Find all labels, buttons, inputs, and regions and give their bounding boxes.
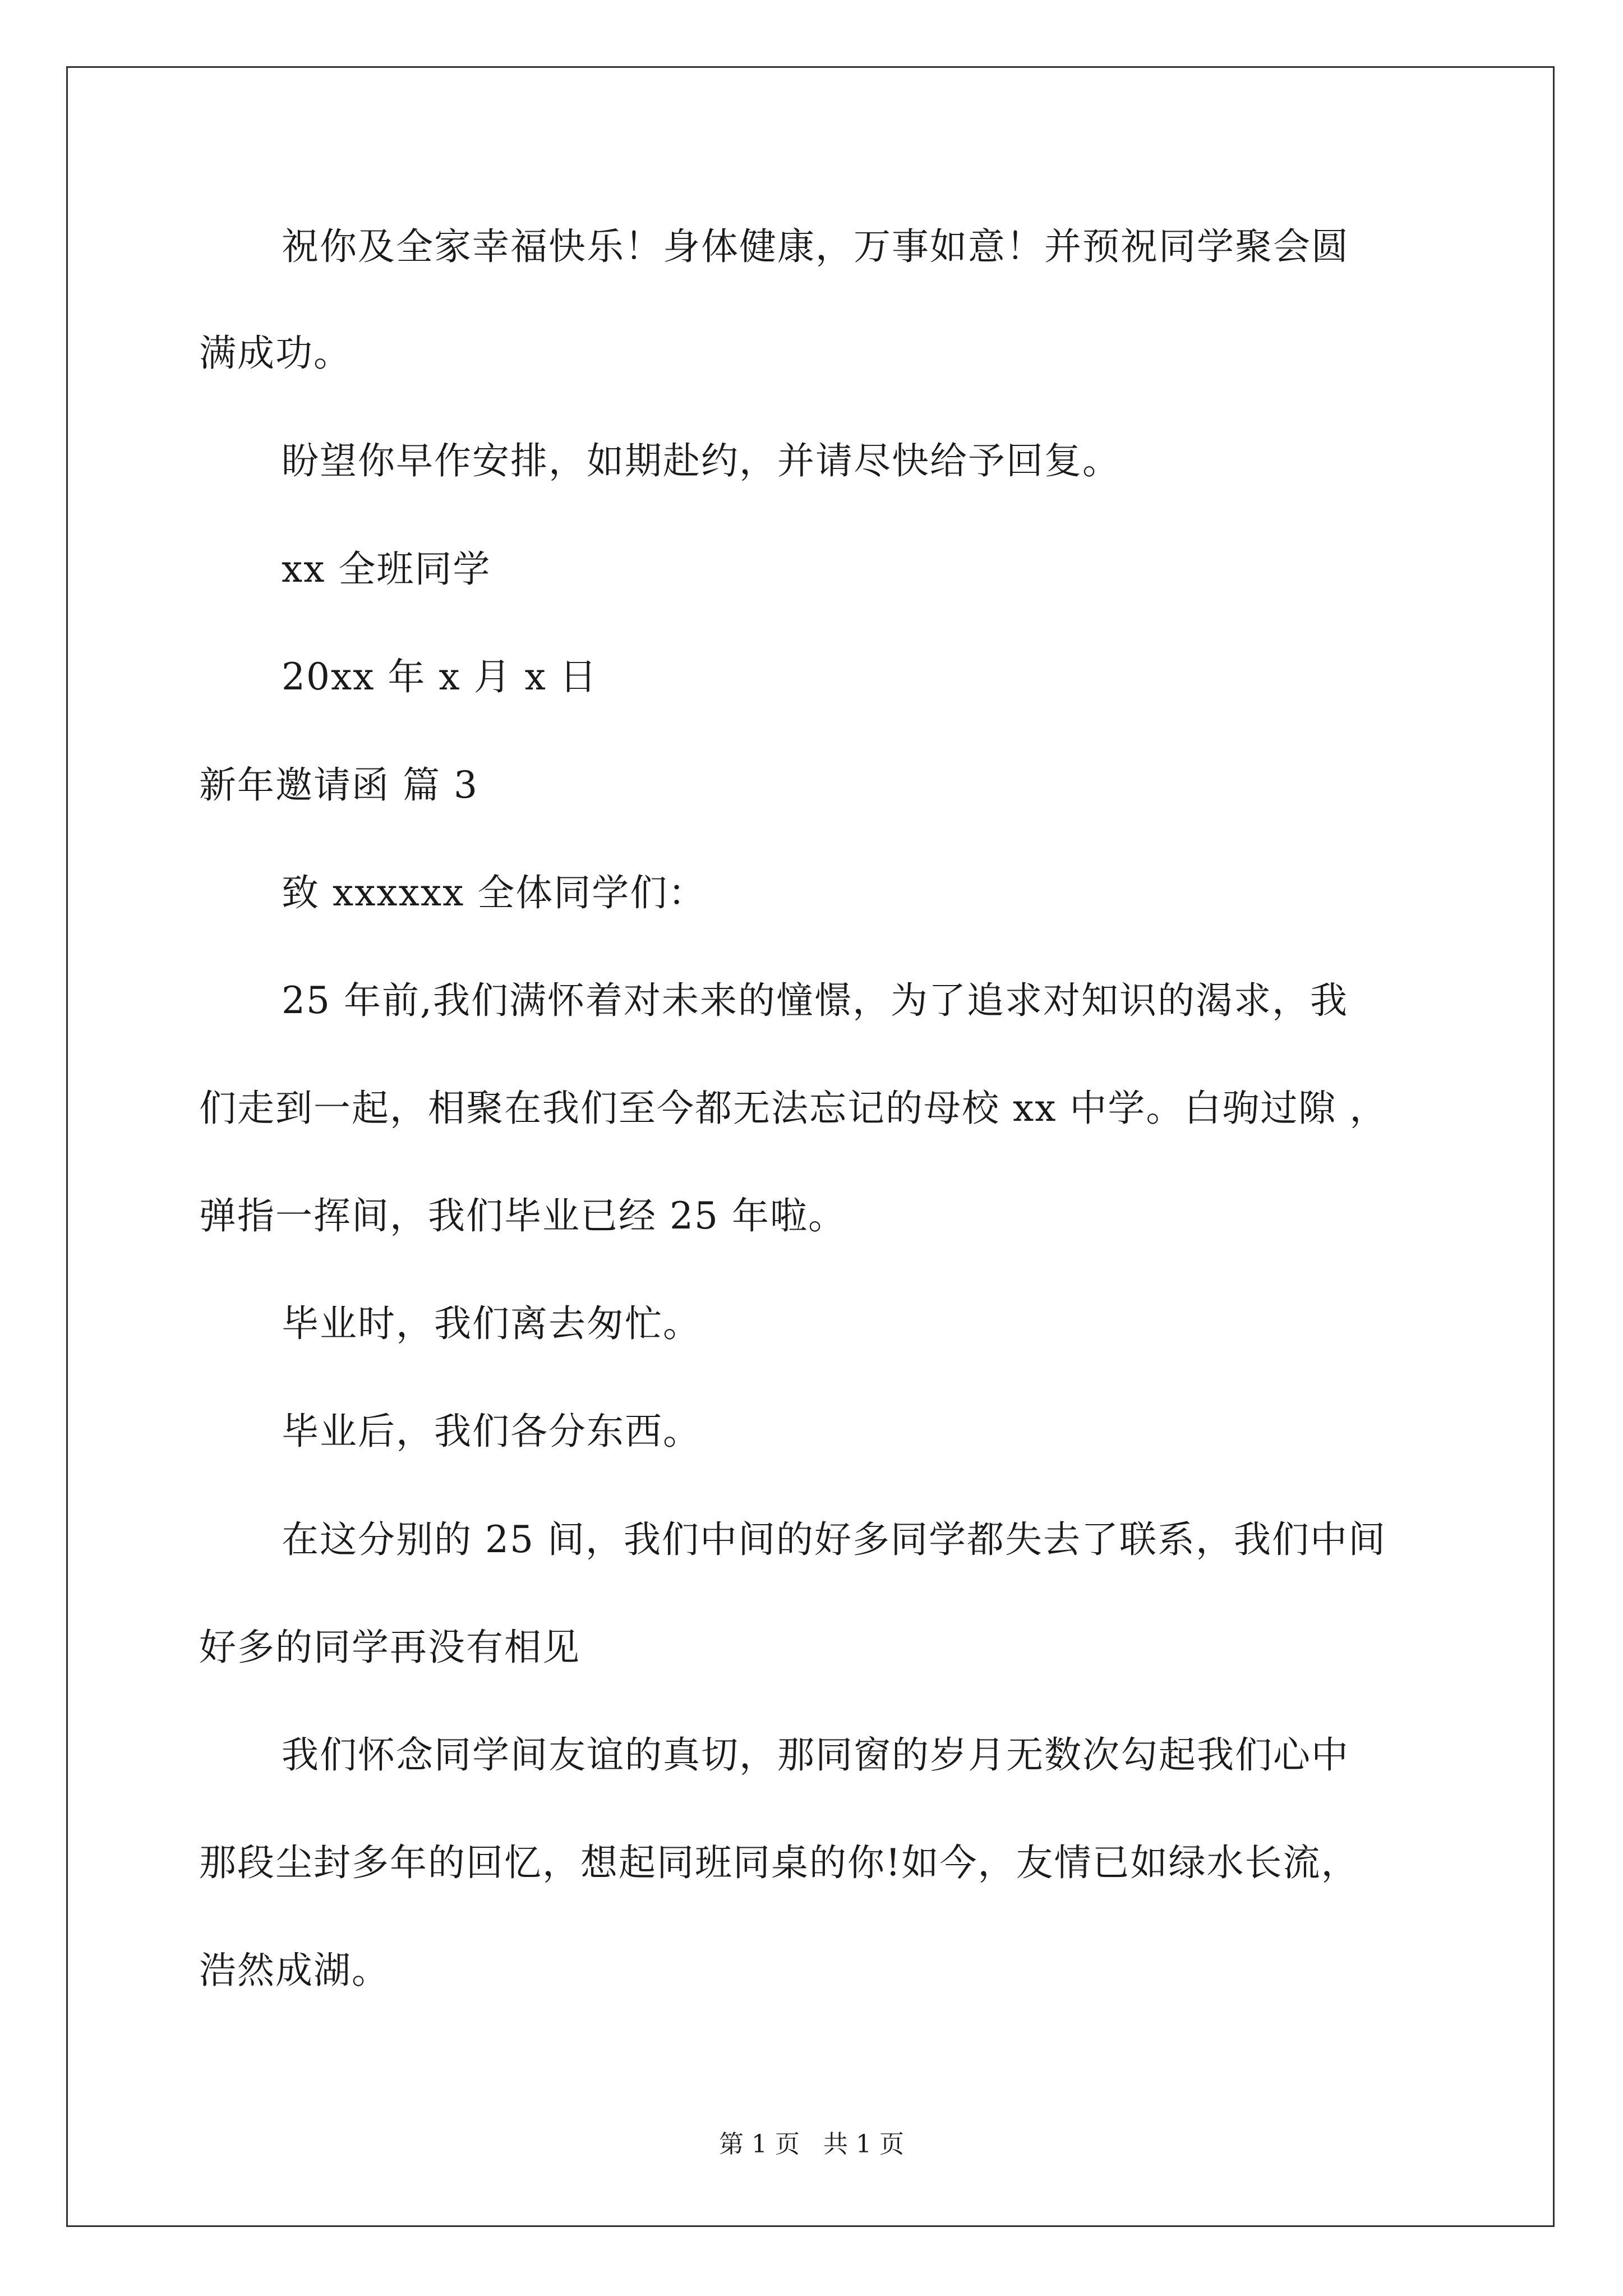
text-line: 20xx 年 x 月 x 日: [282, 655, 598, 698]
text-line: 25 年前,我们满怀着对未来的憧憬，为了追求对知识的渴求，我: [282, 979, 1348, 1022]
text-line: 浩然成湖。: [199, 1949, 390, 1992]
text-line: 那段尘封多年的回忆，想起同班同桌的你!如今，友情已如绿水长流，: [199, 1841, 1359, 1884]
text-line: 祝你及全家幸福快乐！身体健康，万事如意！并预祝同学聚会圆: [282, 225, 1349, 268]
section-heading: 新年邀请函 篇 3: [199, 763, 478, 807]
text-line: 满成功。: [199, 332, 352, 375]
page-frame: [66, 66, 1555, 2227]
text-line: 毕业时，我们离去匆忙。: [282, 1302, 701, 1345]
text-line: 好多的同学再没有相见: [199, 1626, 580, 1669]
text-line: xx 全班同学: [282, 547, 491, 591]
text-line: 毕业后，我们各分东西。: [282, 1410, 701, 1453]
text-line: 弹指一挥间，我们毕业已经 25 年啦。: [199, 1194, 846, 1237]
text-line: 盼望你早作安排，如期赴约，并请尽快给予回复。: [282, 439, 1121, 482]
text-line: 们走到一起，相聚在我们至今都无法忘记的母校 xx 中学。白驹过隙 ，: [199, 1087, 1388, 1130]
page-number-footer: 第 1 页 共 1 页: [719, 2130, 904, 2159]
text-line: 我们怀念同学间友谊的真切，那同窗的岁月无数次勾起我们心中: [282, 1733, 1349, 1777]
text-line: 在这分别的 25 间，我们中间的好多同学都失去了联系，我们中间: [282, 1518, 1386, 1561]
salutation: 致 xxxxxx 全体同学们：: [282, 871, 707, 914]
